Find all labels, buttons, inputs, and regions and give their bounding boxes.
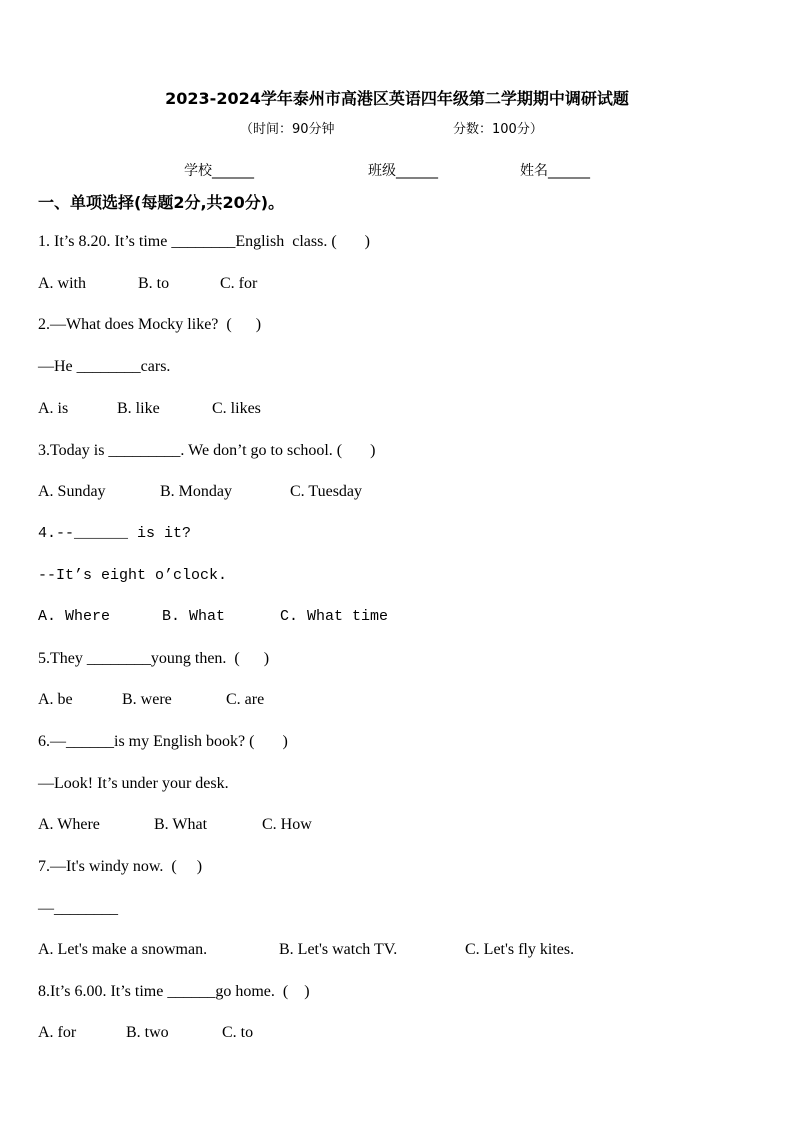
question-4-stem: 4.--______ is it?	[38, 525, 192, 542]
page-title: 2023-2024学年泰州市高港区英语四年级第二学期期中调研试题	[165, 89, 629, 108]
question-7-option-b: B. Let's watch TV.	[279, 941, 398, 958]
question-8-option-b: B. two	[126, 1024, 169, 1041]
section-heading: 一、单项选择(每题2分,共20分)。	[38, 193, 285, 212]
school-field: 学校______	[184, 163, 254, 179]
question-3-option-b: B. Monday	[160, 483, 232, 500]
question-8-stem: 8.It’s 6.00. It’s time ______go home. ( )	[38, 983, 310, 1000]
question-3-option-c: C. Tuesday	[290, 483, 363, 500]
name-field: 姓名______	[520, 163, 590, 179]
question-6-reply: —Look! It’s under your desk.	[38, 775, 229, 792]
question-8-option-c: C. to	[222, 1024, 254, 1041]
exam-time: （时间：90分钟	[240, 122, 335, 137]
question-8-option-a: A. for	[38, 1024, 77, 1041]
question-6-stem: 6.—______is my English book? ( )	[38, 733, 288, 750]
question-1-stem: 1. It’s 8.20. It’s time ________English class. ( )	[38, 233, 370, 250]
question-1-option-c: C. for	[220, 275, 258, 292]
question-7-stem: 7.—It's windy now. ( )	[38, 858, 203, 875]
question-2-option-c: C. likes	[212, 400, 261, 417]
question-4-option-a: A. Where	[38, 608, 111, 625]
question-7-option-a: A. Let's make a snowman.	[38, 941, 208, 958]
question-1-option-a: A. with	[38, 275, 86, 292]
question-6-option-c: C. How	[262, 816, 312, 833]
question-7-option-c: C. Let's fly kites.	[465, 941, 575, 958]
question-5-option-c: C. are	[226, 691, 265, 708]
question-6-option-b: B. What	[154, 816, 208, 833]
question-2-stem: 2.—What does Mocky like? ( )	[38, 316, 262, 333]
exam-score: 分数：100分）	[453, 122, 543, 137]
question-2-option-b: B. like	[117, 400, 160, 417]
question-1-option-b: B. to	[138, 275, 170, 292]
question-4-reply: --It’s eight o’clock.	[38, 567, 228, 584]
question-4-option-c: C. What time	[280, 608, 389, 625]
question-5-option-a: A. be	[38, 691, 73, 708]
question-7-reply: —________	[38, 900, 118, 917]
class-field: 班级______	[368, 163, 438, 179]
question-2-reply: —He ________cars.	[38, 358, 171, 375]
question-3-stem: 3.Today is _________. We don’t go to school. ( )	[38, 442, 376, 459]
question-5-option-b: B. were	[122, 691, 172, 708]
question-2-option-a: A. is	[38, 400, 69, 417]
question-4-option-b: B. What	[162, 608, 226, 625]
question-6-option-a: A. Where	[38, 816, 100, 833]
question-5-stem: 5.They ________young then. ( )	[38, 650, 270, 667]
question-3-option-a: A. Sunday	[38, 483, 106, 500]
